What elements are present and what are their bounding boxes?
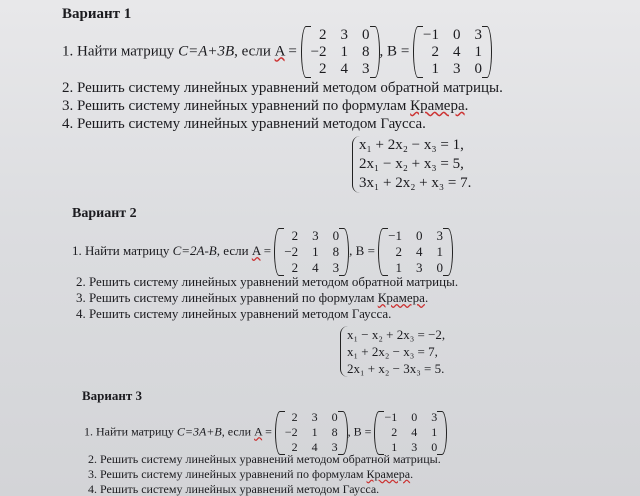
formula: C=3A+B	[176, 424, 222, 439]
variant-title: Вариант 1	[62, 6, 132, 22]
matrix-cell: 1	[340, 43, 349, 60]
matrix-cell: 0	[332, 228, 340, 243]
equation: x₁ − x₂ + 2x₃ = −2,	[347, 327, 446, 342]
equation-system	[352, 136, 471, 193]
matrix-cell: −1	[423, 26, 439, 43]
task-2: 2. Решить систему линейных уравнений методом обратной матрицы.	[88, 452, 441, 466]
matrix-cell: 3	[312, 228, 319, 243]
matrix-cell: 0	[411, 410, 418, 424]
matrix-cell: −2	[284, 425, 298, 439]
matrix-a	[274, 228, 349, 276]
matrix-cell: 0	[453, 26, 461, 43]
matrix-b-grid	[388, 228, 443, 276]
task-2: 2. Решить систему линейных уравнений методом обратной матрицы.	[62, 80, 503, 96]
matrix-a	[301, 26, 380, 78]
matrix-b-label: B	[387, 43, 398, 60]
matrix-cell: 3	[436, 228, 444, 243]
matrix-cell: 0	[416, 228, 423, 243]
variant-title: Вариант 2	[72, 206, 137, 221]
matrix-cell: 0	[331, 410, 338, 424]
task-4: 4. Решить систему линейных уравнений методом Гаусса.	[76, 306, 392, 321]
task-4: 4. Решить систему линейных уравнений методом Гаусса.	[88, 482, 380, 496]
matrix-cell: 2	[291, 410, 298, 424]
matrix-cell: −2	[284, 244, 299, 259]
matrix-cell: 3	[362, 60, 370, 77]
task-2: 2. Решить систему линейных уравнений методом обратной матрицы.	[76, 274, 459, 289]
matrix-cell: 1	[311, 425, 318, 439]
matrix-b-grid	[423, 27, 482, 78]
matrix-cell: 1	[474, 43, 482, 60]
matrix-a-grid	[285, 410, 338, 455]
matrix-a-label: A	[254, 424, 263, 439]
matrix-cell: 4	[416, 244, 423, 259]
matrix-cell: 0	[474, 60, 482, 77]
matrix-cell: 4	[312, 260, 319, 275]
task-3: 3. Решить систему линейных уравнений по формулам Крамера.	[62, 98, 469, 114]
matrix-cell: 2	[291, 440, 298, 454]
matrix-cell: 0	[431, 440, 438, 454]
matrix-b	[413, 26, 492, 78]
equation: 2x₁ − x₂ + x₃ = 5,	[359, 156, 464, 172]
equation-system	[340, 326, 445, 377]
matrix-cell: 4	[411, 425, 418, 439]
matrix-cell: 3	[332, 260, 340, 275]
matrix-cell: 3	[411, 440, 418, 454]
task-1: 1. Найти матрицу C=3A+B, если A = 2 3 0 −2 1 8 2 4 3 , B = −1 0 3 2 4 1 1 3 0	[84, 410, 447, 455]
variant-title: Вариант 3	[82, 388, 143, 403]
matrix-cell: 3	[311, 410, 318, 424]
matrix-cell: 8	[331, 425, 338, 439]
matrix-cell: 3	[416, 260, 423, 275]
matrix-cell: 8	[362, 43, 370, 60]
matrix-cell: 3	[453, 60, 461, 77]
equation: x₁ + 2x₂ − x₃ = 7,	[347, 344, 438, 359]
matrix-cell: 3	[474, 26, 482, 43]
task-3: 3. Решить систему линейных уравнений по формулам Крамера.	[76, 290, 429, 305]
equation: 3x₁ + 2x₂ + x₃ = 7.	[359, 175, 472, 191]
equation: 2x₁ + x₂ − 3x₃ = 5.	[347, 361, 445, 376]
matrix-cell: 2	[291, 228, 299, 243]
matrix-cell: 2	[391, 425, 398, 439]
task-3: 3. Решить систему линейных уравнений по формулам Крамера.	[88, 467, 414, 481]
formula: C=A+3B	[178, 43, 235, 60]
matrix-cell: 3	[340, 26, 349, 43]
matrix-cell: 2	[395, 244, 403, 259]
matrix-cell: −1	[388, 228, 403, 243]
matrix-cell: 8	[332, 244, 340, 259]
matrix-a-label: A	[251, 242, 261, 258]
matrix-b-grid	[384, 410, 437, 455]
matrix-b-label: B	[355, 242, 365, 258]
matrix-cell: 4	[340, 60, 349, 77]
matrix-cell: 1	[395, 260, 403, 275]
matrix-cell: 3	[431, 410, 438, 424]
matrix-cell: −2	[310, 43, 327, 60]
task-4: 4. Решить систему линейных уравнений методом Гаусса.	[62, 116, 426, 132]
matrix-b	[378, 228, 453, 276]
matrix-cell: 2	[319, 60, 327, 77]
matrix-b-label: B	[353, 424, 362, 439]
task-1: 1. Найти матрицу C=A+3B, если A = 2 3 0 −2 1 8 2 4 3 , B = −1 0 3 2 4 1 1 3 0	[62, 26, 492, 78]
equation: x₁ + 2x₂ − x₃ = 1,	[359, 137, 464, 153]
variant-3	[0, 382, 640, 496]
variant-1	[0, 0, 640, 200]
matrix-cell: 1	[312, 244, 319, 259]
matrix-cell: 1	[431, 425, 438, 439]
matrix-cell: 2	[319, 26, 327, 43]
matrix-cell: 1	[431, 60, 439, 77]
matrix-cell: 1	[436, 244, 444, 259]
matrix-a-label: A	[274, 43, 285, 60]
matrix-cell: 1	[391, 440, 398, 454]
matrix-cell: 0	[362, 26, 370, 43]
matrix-a-grid	[311, 27, 370, 78]
matrix-cell: −1	[384, 410, 398, 424]
matrix-cell: 2	[431, 43, 439, 60]
formula: C=2A-B	[172, 242, 217, 258]
matrix-cell: 2	[291, 260, 299, 275]
matrix-cell: 4	[453, 43, 461, 60]
matrix-a-grid	[284, 228, 339, 276]
matrix-cell: 4	[311, 440, 318, 454]
task-1: 1. Найти матрицу C=2A-B, если A = 2 3 0 −2 1 8 2 4 3 , B = −1 0 3 2 4 1 1 3 0	[72, 228, 453, 276]
matrix-a	[275, 410, 348, 455]
matrix-cell: 3	[331, 440, 338, 454]
matrix-cell: 0	[436, 260, 444, 275]
matrix-b	[374, 410, 447, 455]
variant-2	[0, 200, 640, 380]
